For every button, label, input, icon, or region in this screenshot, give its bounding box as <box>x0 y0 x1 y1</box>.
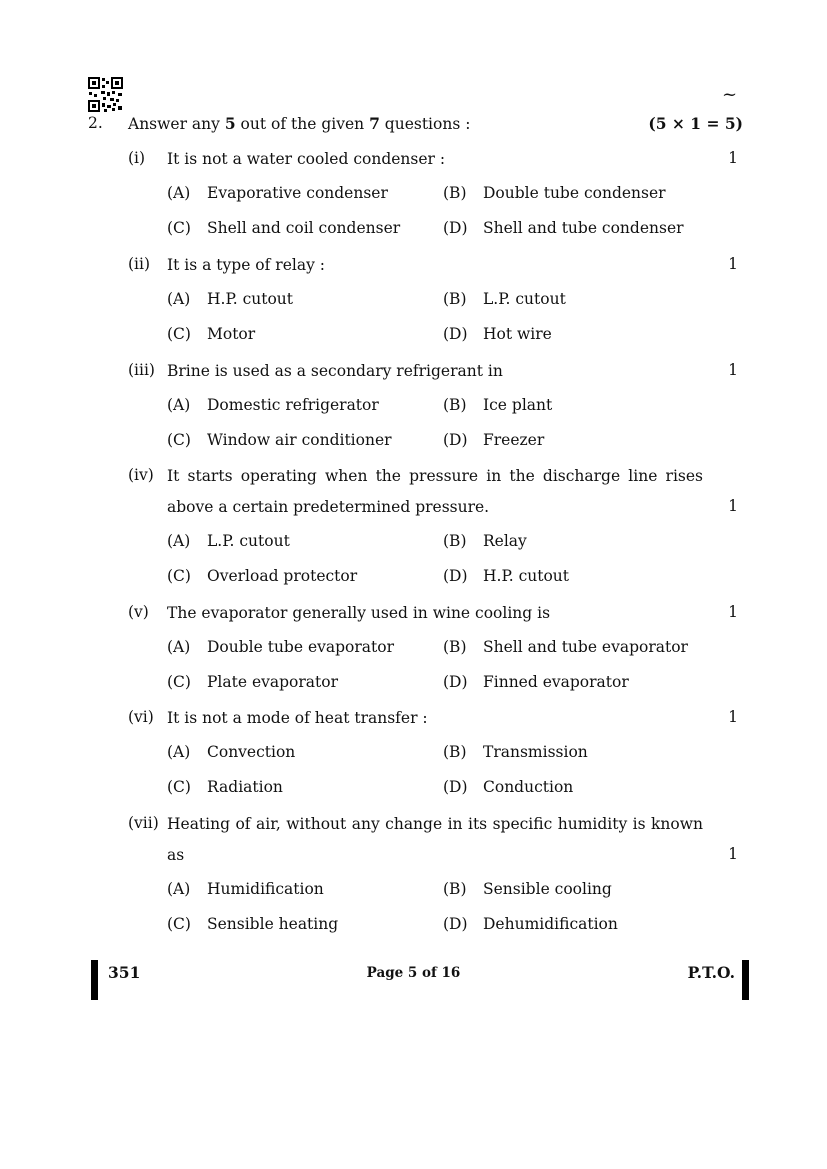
sub-question-mark: 1 <box>728 708 738 726</box>
sub-question-stem: Heating of air, without any change in its specific humidity is known as <box>167 815 703 864</box>
sub-question-stem: Brine is used as a secondary refrigerant in <box>167 362 503 380</box>
sub-question-stem: It starts operating when the pressure in the discharge line rises above a certain predetermined pressure. <box>167 467 703 516</box>
option: (A) Double tube evaporator <box>167 638 394 656</box>
sub-question-mark: 1 <box>728 845 738 863</box>
question-header <box>88 114 743 136</box>
option: (B) L.P. cutout <box>443 290 566 308</box>
sub-question-number: (vi) <box>128 708 154 726</box>
paper-code: 351 <box>108 963 141 982</box>
please-turn-over: P.T.O. <box>687 963 735 982</box>
sub-question-stem: The evaporator generally used in wine cooling is <box>167 604 551 622</box>
option: (C) Sensible heating <box>167 915 339 933</box>
sub-question <box>128 809 738 871</box>
option: (C) Radiation <box>167 778 283 796</box>
option: (B) Transmission <box>443 743 588 761</box>
sub-question <box>128 461 738 523</box>
option: (B) Relay <box>443 532 527 550</box>
header-tilde: ~ <box>722 84 738 105</box>
footer-right-bar <box>742 960 749 1000</box>
option: (D) Conduction <box>443 778 574 796</box>
sub-question-number: (iii) <box>128 361 155 379</box>
option: (D) Freezer <box>443 431 545 449</box>
option: (A) Domestic refrigerator <box>167 396 379 414</box>
option: (C) Plate evaporator <box>167 673 339 691</box>
option: (C) Motor <box>167 325 256 343</box>
sub-question-mark: 1 <box>728 497 738 515</box>
option: (C) Window air conditioner <box>167 431 392 449</box>
option: (A) Convection <box>167 743 296 761</box>
sub-question-number: (vii) <box>128 814 159 832</box>
option: (A) L.P. cutout <box>167 532 290 550</box>
option: (B) Shell and tube evaporator <box>443 638 688 656</box>
option: (D) Finned evaporator <box>443 673 629 691</box>
option: (B) Sensible cooling <box>443 880 612 898</box>
sub-question-stem: It is a type of relay : <box>167 256 325 274</box>
option: (A) H.P. cutout <box>167 290 294 308</box>
option: (A) Evaporative condenser <box>167 184 388 202</box>
question-marks: (5 × 1 = 5) <box>648 114 743 133</box>
option: (A) Humidification <box>167 880 324 898</box>
option: (B) Ice plant <box>443 396 553 414</box>
page-number: Page 5 of 16 <box>366 965 461 981</box>
sub-question-number: (ii) <box>128 255 151 273</box>
question-number: 2. <box>88 114 103 132</box>
option: (D) Dehumidification <box>443 915 618 933</box>
sub-question-mark: 1 <box>728 603 738 621</box>
sub-question-number: (i) <box>128 149 146 167</box>
qr-code-icon <box>88 77 123 112</box>
sub-question-number: (iv) <box>128 466 154 484</box>
option: (D) Shell and tube condenser <box>443 219 684 237</box>
option: (C) Overload protector <box>167 567 358 585</box>
question-instruction: Answer any 5 out of the given 7 questions : <box>128 114 471 133</box>
sub-question-mark: 1 <box>728 149 738 167</box>
option: (D) Hot wire <box>443 325 552 343</box>
option: (B) Double tube condenser <box>443 184 666 202</box>
sub-question-number: (v) <box>128 603 149 621</box>
sub-question-mark: 1 <box>728 255 738 273</box>
option: (C) Shell and coil condenser <box>167 219 401 237</box>
option: (D) H.P. cutout <box>443 567 570 585</box>
sub-question-stem: It is not a mode of heat transfer : <box>167 709 428 727</box>
sub-question-stem: It is not a water cooled condenser : <box>167 150 446 168</box>
sub-question-mark: 1 <box>728 361 738 379</box>
